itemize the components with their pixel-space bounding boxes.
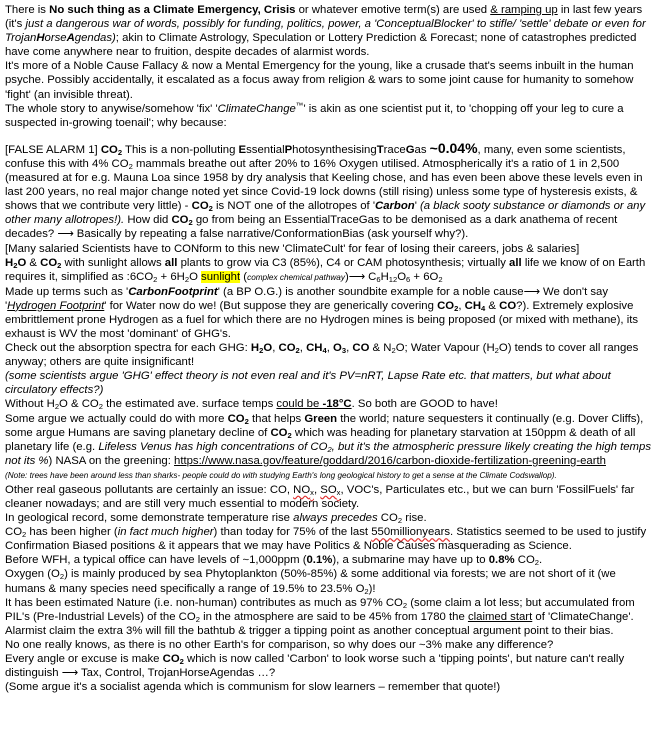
text-run: 2 <box>454 303 459 313</box>
text-run: which is now called 'Carbon' to look worse such a 'tipping points', but nature can't really distinguish ⟶ Tax, Control, TrojanHorseAgendas …? <box>5 653 625 680</box>
text-run: Every angle or excuse is make <box>5 653 163 666</box>
text-run: 2 <box>397 516 403 526</box>
text-run: as <box>414 143 430 156</box>
text-run: ), a submarine may have up to <box>332 554 489 567</box>
text-run: that helps <box>248 412 305 425</box>
text-run: (some claim a lot less; but accumulated from PIL's (Pre-Industrial Levels) of the CO <box>5 596 635 623</box>
text-run: ) NASA on the greening: <box>48 454 175 467</box>
text-run: 6 <box>406 274 411 284</box>
text-run: It's more of a Noble Cause Fallacy & now a Mental Emergency for the young, like a crusade that's seems inbuilt in the human psyche. Possibly accidentally, it escalated as a focus away from religion & wars to some joint cause for humanity to somehow 'fight' (an invisible threat). <box>5 60 634 101</box>
text-run: 2 <box>57 260 62 270</box>
text-run: There is <box>5 4 50 16</box>
text-run: Hydrogen Footprint <box>7 299 105 312</box>
text-run: ) is mainly produced by sea Phytoplankton (50%-85%) & some additional via forests; we are not short of it (we humans & many species need specifically a range of 19.5% to 23.5% O <box>5 568 616 595</box>
text-run: 0.1% <box>306 554 333 567</box>
text-run: Made up terms such as ' <box>5 285 129 298</box>
text-run: x <box>310 487 314 497</box>
text-run: 2 <box>22 530 27 540</box>
text-run: ' <box>414 200 421 213</box>
text-run: Check out the absorption spectra for each GHG: <box>5 342 251 355</box>
text-run: the world; nature sequesters it continually (e.g. Dover Cliffs), some argue Humans are saving planetary decline of <box>5 412 644 439</box>
text-run: CO <box>5 526 23 539</box>
intro-paragraph <box>5 3 659 59</box>
text-run: H <box>250 342 260 355</box>
text-run: ) than today for 75% of the last <box>213 526 372 539</box>
text-run: 2 <box>128 161 133 171</box>
text-run: 2 <box>184 274 190 284</box>
surface-temp-paragraph <box>5 397 659 411</box>
text-run: O; Water Vapour (H <box>395 342 495 355</box>
absorption-spectra-paragraph <box>5 341 659 369</box>
text-run: (some scientists argue 'GHG' effect theory is not even real and it's PV=nRT, Lapse Rate etc. that matters, but what about circulatory effects?) <box>5 370 611 397</box>
text-run: 2 <box>494 346 499 356</box>
text-run: O & CO <box>59 398 99 411</box>
text-run: & ramping up <box>490 4 558 16</box>
text-run: )⟶ C <box>344 270 377 283</box>
oxygen-paragraph <box>5 567 659 595</box>
text-run: Without H <box>5 398 55 411</box>
text-run: It has been estimated Nature (i.e. non-human) contributes as much as 97% CO <box>5 596 403 609</box>
text-run: Lifeless Venus has high concentrations of CO <box>98 440 328 453</box>
text-run: 2 <box>54 402 60 412</box>
text-run: ; akin to Climate Astrology, Speculation or Lottery Prediction & Forecast; none of catastrophes predicted have come anywhere near to fruition, despite decades of alarmist words. <box>5 32 637 59</box>
text-run: Carbon <box>375 200 415 213</box>
text-run: 2 <box>98 402 103 412</box>
text-run: is NOT one of the allotropes of ' <box>212 200 375 213</box>
nature-contribution-paragraph <box>5 596 659 624</box>
text-run: hotosynthesising <box>292 143 377 156</box>
text-run: plants to grow via C3 (85%), C4 or CAM photosynthesis; virtually <box>177 256 510 269</box>
text-run: O) tends to cover all ranges anyway; others are quite insignificant! <box>5 342 639 369</box>
false-alarm-1-paragraph <box>5 141 659 242</box>
text-run: all <box>509 256 522 269</box>
text-run: in fact much higher <box>117 526 214 539</box>
text-run: or whatever emotive term(s) are used <box>295 4 491 16</box>
text-run: NO <box>293 483 311 496</box>
text-run: with sunlight allows <box>61 256 165 269</box>
text-run: P <box>284 143 293 156</box>
text-run: . <box>539 554 543 567</box>
pollutants-paragraph <box>5 483 659 511</box>
text-run: (Note: trees have been around less than sharks- people could do with studying Earth's long geological history to get a sense at the Climate Codswallop). <box>5 470 557 480</box>
text-run: O <box>263 342 273 355</box>
text-run: -18°C <box>322 398 352 411</box>
text-run: ' is akin as one scientist put it, to 'chopping off your leg to cure a suspected in-growing toenail'; why because: <box>5 102 624 129</box>
tipping-point-paragraph <box>5 624 659 638</box>
text-run: H <box>5 256 14 269</box>
text-run: of 'ClimateChange'. <box>532 610 634 623</box>
text-run: gendas) <box>74 32 116 45</box>
geological-record-paragraph <box>5 511 659 525</box>
office-levels-paragraph <box>5 553 659 567</box>
text-run: x <box>336 487 341 497</box>
text-run: CO <box>377 512 398 525</box>
text-run: 2 <box>534 558 539 568</box>
text-run: ssential <box>246 143 285 156</box>
text-run: (a black sooty substance or diamonds or any other many allotropes!). <box>5 200 646 227</box>
text-run: mammals breathe out after 20% to 16% Oxygen utilised. Atmospherically it's a ratio of 1 in 2,500 (measured at for e.g. Mauna Loa since 1958 by dry analysis that Keeling chose, and has even been above these levels even in last 200 years, no real major change noted yet since Covid-19 lock downs (still rising) unless some type of hysteresis exists, & shows that we contribute very little) - <box>5 157 643 213</box>
text-run: , <box>326 342 333 355</box>
co2-history-paragraph <box>5 525 659 553</box>
text-run: , <box>313 483 321 496</box>
text-run: + 6H <box>157 270 185 283</box>
text-run: ' for Water now do we! (But suppose they are generically covering <box>104 299 438 312</box>
text-run: In geological record, some demonstrate temperature rise <box>5 512 294 525</box>
text-run: 2 <box>117 147 123 157</box>
text-run: 12 <box>388 274 398 284</box>
text-run: 2 <box>188 218 193 228</box>
text-run: 2 <box>153 274 158 284</box>
carbon-excuse-paragraph <box>5 652 659 680</box>
text-run: 2 <box>259 346 264 356</box>
text-run: in the atmosphere are said to be 45% from 1780 the <box>199 610 468 623</box>
text-run: & <box>26 256 41 269</box>
text-run: [FALSE ALARM 1] <box>5 143 101 156</box>
text-run: No such thing as a Climate Emergency, Crisis <box>49 4 296 16</box>
text-run: race <box>383 143 406 156</box>
text-run: 2 <box>402 600 408 610</box>
text-run: 2 <box>195 614 200 624</box>
text-run: 2 <box>244 416 249 426</box>
text-run: CH <box>306 342 323 355</box>
text-run: , but it's the atmospheric pressure likely creating the high temps not its % <box>5 440 651 467</box>
text-run: CO <box>191 200 209 213</box>
text-run: in last few years (it's <box>5 4 643 31</box>
photosynthesis-paragraph <box>5 256 659 285</box>
text-run: O <box>397 270 407 283</box>
text-run: H <box>36 32 45 45</box>
text-run: , <box>272 342 279 355</box>
text-run: go from being an EssentialTraceGas to be demonised as a dark anathema of recent decades? ⟶ Basically by repeating a false narrative/ConformationBias (ask yourself why?). <box>5 214 618 241</box>
text-run: (Some argue it's a socialist agenda which is communism for slow learners – remember that quote!) <box>5 681 501 694</box>
text-run: CH <box>464 299 482 312</box>
text-run: . So both are GOOD to have! <box>351 398 498 411</box>
text-run: 4 <box>322 346 327 356</box>
text-run: ( <box>240 270 248 283</box>
text-run: CO <box>270 426 288 439</box>
text-run: 2 <box>391 346 396 356</box>
text-run: A <box>66 32 75 45</box>
text-run: , many, even some scientists, confuse this with 4% CO <box>5 143 626 170</box>
text-run: claimed start <box>467 610 533 623</box>
text-run: could be <box>276 398 323 411</box>
text-run: 2 <box>364 586 369 596</box>
text-run: )! <box>368 582 376 595</box>
text-run: has been higher ( <box>26 526 118 539</box>
text-run: just a dangerous war of words, possibly for funding, politics, power, a 'ConceptualBlocker' to stifle/ 'settle' debate or even for Trojan <box>5 18 646 45</box>
text-run: G <box>405 143 415 156</box>
text-run: ™ <box>295 100 304 110</box>
nasa-link[interactable]: https://www.nasa.gov/feature/goddard/2016/carbon-dioxide-fertilization-greening-earth <box>174 454 606 467</box>
ghg-theory-note <box>5 369 659 397</box>
text-run: ClimateChange <box>217 102 296 115</box>
text-run: CO <box>437 299 455 312</box>
text-run: the estimated ave. surface temps <box>103 398 277 411</box>
text-run: always precedes <box>293 512 378 525</box>
text-run: CO <box>499 299 517 312</box>
text-run: 2 <box>438 274 443 284</box>
text-run: & N <box>369 342 392 355</box>
text-run: SO <box>320 483 337 496</box>
text-run: CO <box>100 143 118 156</box>
text-run: CO <box>171 214 189 227</box>
text-run: , <box>458 299 465 312</box>
text-run: CO <box>40 256 58 269</box>
text-run: E <box>238 143 247 156</box>
text-run: 2 <box>179 657 184 667</box>
text-run: , <box>346 342 353 355</box>
text-run: Oxygen (O <box>5 568 60 581</box>
text-run: . Statistics seemed to be used to justify Confirmation Biased positions & it appears that we may have Politics & Noble Causes masquerading as Science. <box>5 526 647 553</box>
highlighted-text: sunlight <box>201 270 241 283</box>
text-run: 2 <box>327 444 332 454</box>
text-run: CO <box>162 653 180 666</box>
text-run: + 6O <box>410 270 439 283</box>
text-run: which was heading for planetary starvation at 150ppm & death of all planetary life (e.g. <box>5 426 636 453</box>
text-run: rise. <box>402 512 427 525</box>
text-run: Before WFH, a typical office can have levels of ~1,000ppm ( <box>5 554 307 567</box>
text-run: CO <box>352 342 370 355</box>
text-run: The whole story to anywise/somehow 'fix' ' <box>5 102 218 115</box>
text-run: [Many salaried Scientists have to CONform to this new 'ClimateCult' for fear of losing their careers, jobs & salaries] <box>5 242 580 255</box>
text-run: 2 <box>13 260 18 270</box>
text-run: T <box>376 143 384 156</box>
climate-change-fix-paragraph <box>5 102 659 130</box>
text-run: ~0.04% <box>429 139 478 156</box>
text-run: 6 <box>376 274 381 284</box>
text-run: 2 <box>287 430 292 440</box>
text-run: CO <box>517 554 535 567</box>
text-run: Alarmist claim the extra 3% will fill the bathtub & trigger a tipping point as another conceptual argument point to their bias. <box>5 624 614 637</box>
carbon-footprint-paragraph <box>5 285 659 341</box>
text-run: CO <box>227 412 245 425</box>
text-run: all <box>164 256 178 269</box>
text-run: orse <box>44 32 67 45</box>
noble-cause-paragraph <box>5 59 659 101</box>
text-run: CO <box>278 342 296 355</box>
text-run: 550millionyears <box>371 526 451 539</box>
text-run: Green <box>304 412 338 425</box>
text-run: This is a non-polluting <box>122 143 239 156</box>
text-run: 3 <box>341 346 347 356</box>
text-run: , <box>299 342 307 355</box>
text-run: 2 <box>59 572 65 582</box>
text-run: 0.8% <box>488 554 518 567</box>
text-run: Some argue we actually could do with more <box>5 412 228 425</box>
text-run: How did <box>124 214 172 227</box>
text-run: complex chemical pathway <box>247 272 345 282</box>
text-run: H <box>380 270 389 283</box>
paragraph-gap <box>5 130 659 141</box>
text-run: life we know of on Earth requires it, simplified as :6CO <box>5 256 646 283</box>
text-run: 2 <box>208 204 213 214</box>
text-run: ?). Extremely explosive embrittlement prone Hydrogen as a fuel for which there are no Hydrogen mines is being proposed (or mixed with methane), its exhaust is WV the most 'dominant' of GHG's. <box>5 299 639 340</box>
comparison-paragraph <box>5 638 659 652</box>
text-run: ' (a BP O.G.) is another soundbite example for a noble cause⟶ We don't say ' <box>5 285 609 312</box>
text-run: CarbonFootprint <box>128 285 218 298</box>
text-run: Other real gaseous pollutants are certainly an issue: CO, <box>5 483 294 496</box>
text-run: O <box>189 270 202 283</box>
text-run: O <box>333 342 342 355</box>
text-run: No one really knows, as there is no other Earth's for comparison, so why does our ~3% make any difference? <box>5 638 554 651</box>
text-run: O <box>17 256 27 269</box>
closing-quote-paragraph <box>5 680 659 694</box>
text-run: , VOC's, Particulates etc., but we can burn 'FossilFuels' far cleaner nowadays; and are still very much essential to modern society. <box>5 483 635 510</box>
greening-paragraph <box>5 412 659 468</box>
text-run: & <box>485 299 500 312</box>
geological-note <box>5 468 659 483</box>
text-run: 2 <box>295 346 300 356</box>
text-run: 4 <box>481 303 486 313</box>
salaried-scientists-paragraph <box>5 242 659 256</box>
